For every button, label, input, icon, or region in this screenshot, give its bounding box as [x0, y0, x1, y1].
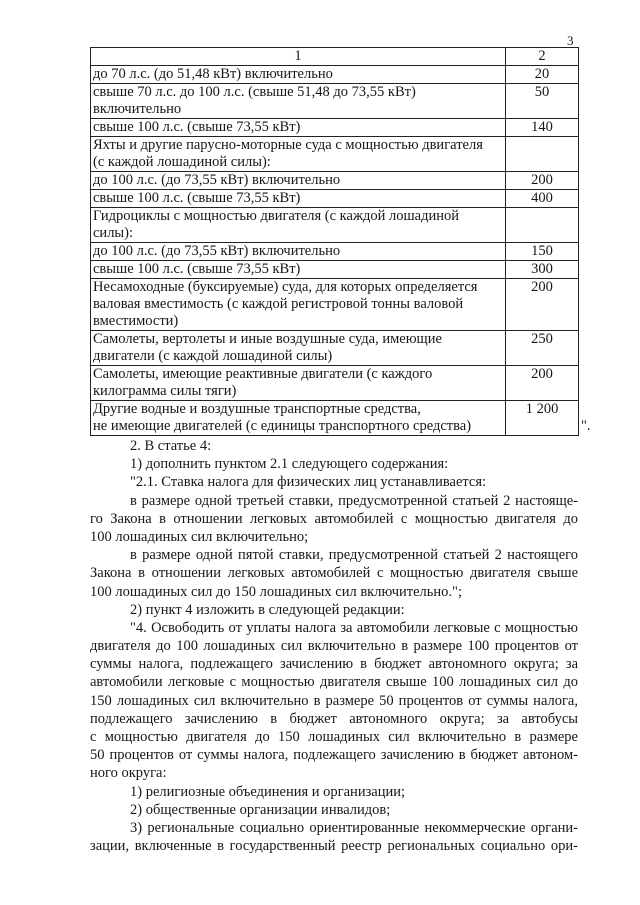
amendment-line: двигателя до 100 лошадиных сил включительно в размере 100 процентов от — [90, 638, 578, 655]
amendment-line: го Закона в отношении легковых автомобилей с мощностью двигателя до — [90, 510, 578, 527]
amendment-line: 2) общественные организации инвалидов; — [130, 801, 391, 818]
amendment-paragraph — [90, 492, 578, 547]
amendment-paragraph — [90, 783, 578, 801]
rate-cell-empty — [506, 208, 579, 243]
amendment-paragraph — [90, 601, 578, 619]
rate-cell: 200 — [506, 279, 579, 331]
rate-cell: 300 — [506, 261, 579, 279]
table-closing-quote: ". — [581, 418, 591, 434]
rate-cell: 400 — [506, 190, 579, 208]
table-row — [91, 401, 579, 436]
amendment-line: "4. Освободить от уплаты налога за автомобили легковые с мощностью — [130, 619, 578, 636]
category-text: килограмма силы тяги) — [93, 383, 237, 399]
amendment-paragraph — [90, 437, 578, 455]
category-text: силы): — [93, 225, 134, 241]
rate-cell: 250 — [506, 331, 579, 366]
amendment-line: зации, включенные в государственный реестр региональных социально ори- — [90, 838, 578, 855]
rate-cell: 150 — [506, 243, 579, 261]
table-body — [91, 48, 579, 436]
category-text: не имеющие двигателей (с единицы транспортного средства) — [93, 418, 472, 434]
amendment-line: 2) пункт 4 изложить в следующей редакции: — [130, 601, 405, 618]
category-text: до 100 л.с. (до 73,55 кВт) включительно — [93, 172, 341, 188]
amendment-line: Закона в отношении легковых автомобилей с мощностью двигателя свыше — [90, 565, 578, 582]
amendment-line: 1) религиозные объединения и организации; — [130, 783, 406, 800]
amendment-text — [90, 437, 578, 855]
amendment-line: 2. В статье 4: — [130, 438, 212, 454]
category-text: свыше 70 л.с. до 100 л.с. (свыше 51,48 до 73,55 кВт) — [93, 84, 416, 100]
category-cell — [91, 279, 506, 331]
amendment-line: 1) дополнить пунктом 2.1 следующего содержания: — [130, 456, 449, 473]
amendment-line: 50 процентов от суммы налога, подлежащего зачислению в бюджет автоном- — [90, 747, 578, 764]
category-text: Другие водные и воздушные транспортные средства, — [93, 401, 421, 417]
amendment-line: суммы налога, подлежащего зачислению в бюджет автономного округа; за — [90, 656, 578, 673]
amendment-line: 150 лошадиных сил включительно в размере 50 процентов от суммы налога, — [90, 692, 578, 709]
category-text: двигатели (с каждой лошадиной силы) — [93, 348, 333, 364]
category-cell — [91, 190, 506, 208]
category-text: Самолеты, вертолеты и иные воздушные суда, имеющие — [93, 331, 442, 347]
table-row — [91, 243, 579, 261]
amendment-line: в размере одной пятой ставки, предусмотренной статьей 2 настоящего — [130, 547, 578, 564]
amendment-line: с мощностью двигателя до 150 лошадиных сил включительно в размере — [90, 729, 578, 745]
category-cell — [91, 366, 506, 401]
category-cell — [91, 401, 506, 436]
amendment-line: 3) региональные социально ориентированные некоммерческие органи- — [130, 819, 578, 836]
category-group-cell — [91, 208, 506, 243]
category-text: Несамоходные (буксируемые) суда, для которых определяется — [93, 279, 478, 295]
column-header-rate: 2 — [506, 48, 579, 66]
rate-cell: 140 — [506, 119, 579, 137]
amendment-paragraph — [90, 819, 578, 855]
category-text: Самолеты, имеющие реактивные двигатели (с каждого — [93, 366, 433, 382]
category-text: вместимости) — [93, 313, 179, 329]
category-group-cell — [91, 137, 506, 172]
amendment-line: 100 лошадиных сил включительно; — [90, 528, 309, 545]
category-text: свыше 100 л.с. (свыше 73,55 кВт) — [93, 119, 301, 135]
table-row — [91, 190, 579, 208]
amendment-paragraph — [90, 801, 578, 819]
rate-cell: 200 — [506, 172, 579, 190]
category-text: Яхты и другие парусно-моторные суда с мощностью двигателя — [93, 137, 483, 153]
amendment-line: автомобили легковые с мощностью двигателя свыше 100 лошадиных сил до — [90, 674, 578, 691]
table-row — [91, 261, 579, 279]
amendment-paragraph — [90, 455, 578, 473]
category-cell — [91, 84, 506, 119]
amendment-line: в размере одной третьей ставки, предусмотренной статьей 2 настояще- — [130, 492, 578, 509]
category-cell — [91, 172, 506, 190]
amendment-line: подлежащего зачислению в бюджет автономного округа; за автобусы — [90, 710, 578, 727]
amendment-paragraph — [90, 619, 578, 783]
category-text: (с каждой лошадиной силы): — [93, 154, 271, 170]
category-cell — [91, 66, 506, 84]
rate-cell-empty — [506, 137, 579, 172]
category-cell — [91, 261, 506, 279]
table-row — [91, 84, 579, 119]
category-text: включительно — [93, 101, 182, 117]
category-cell — [91, 331, 506, 366]
category-text: Гидроциклы с мощностью двигателя (с каждой лошадиной — [93, 208, 459, 224]
column-header-category: 1 — [91, 48, 506, 66]
table-row — [91, 119, 579, 137]
category-cell — [91, 243, 506, 261]
amendment-line: "2.1. Ставка налога для физических лиц устанавливается: — [130, 474, 487, 491]
rate-cell: 1 200 — [506, 401, 579, 436]
category-cell — [91, 119, 506, 137]
amendment-paragraph — [90, 546, 578, 601]
table-row — [91, 208, 579, 243]
table-row — [91, 279, 579, 331]
page-number: 3 — [567, 33, 574, 48]
tax-rate-table — [90, 47, 579, 436]
rate-cell: 200 — [506, 366, 579, 401]
category-text: до 100 л.с. (до 73,55 кВт) включительно — [93, 243, 341, 259]
rate-cell: 50 — [506, 84, 579, 119]
table-row — [91, 331, 579, 366]
amendment-line: ного округа: — [90, 765, 167, 782]
table-row — [91, 172, 579, 190]
rate-cell: 20 — [506, 66, 579, 84]
table-header-row — [91, 48, 579, 66]
table-row — [91, 366, 579, 401]
table-row — [91, 66, 579, 84]
amendment-line: 100 лошадиных сил до 150 лошадиных сил включительно."; — [90, 583, 462, 600]
category-text: до 70 л.с. (до 51,48 кВт) включительно — [93, 66, 333, 82]
table-row — [91, 137, 579, 172]
amendment-paragraph — [90, 473, 578, 491]
category-text: валовая вместимость (с каждой регистровой тонны валовой — [93, 296, 464, 312]
category-text: свыше 100 л.с. (свыше 73,55 кВт) — [93, 190, 301, 206]
category-text: свыше 100 л.с. (свыше 73,55 кВт) — [93, 261, 301, 277]
